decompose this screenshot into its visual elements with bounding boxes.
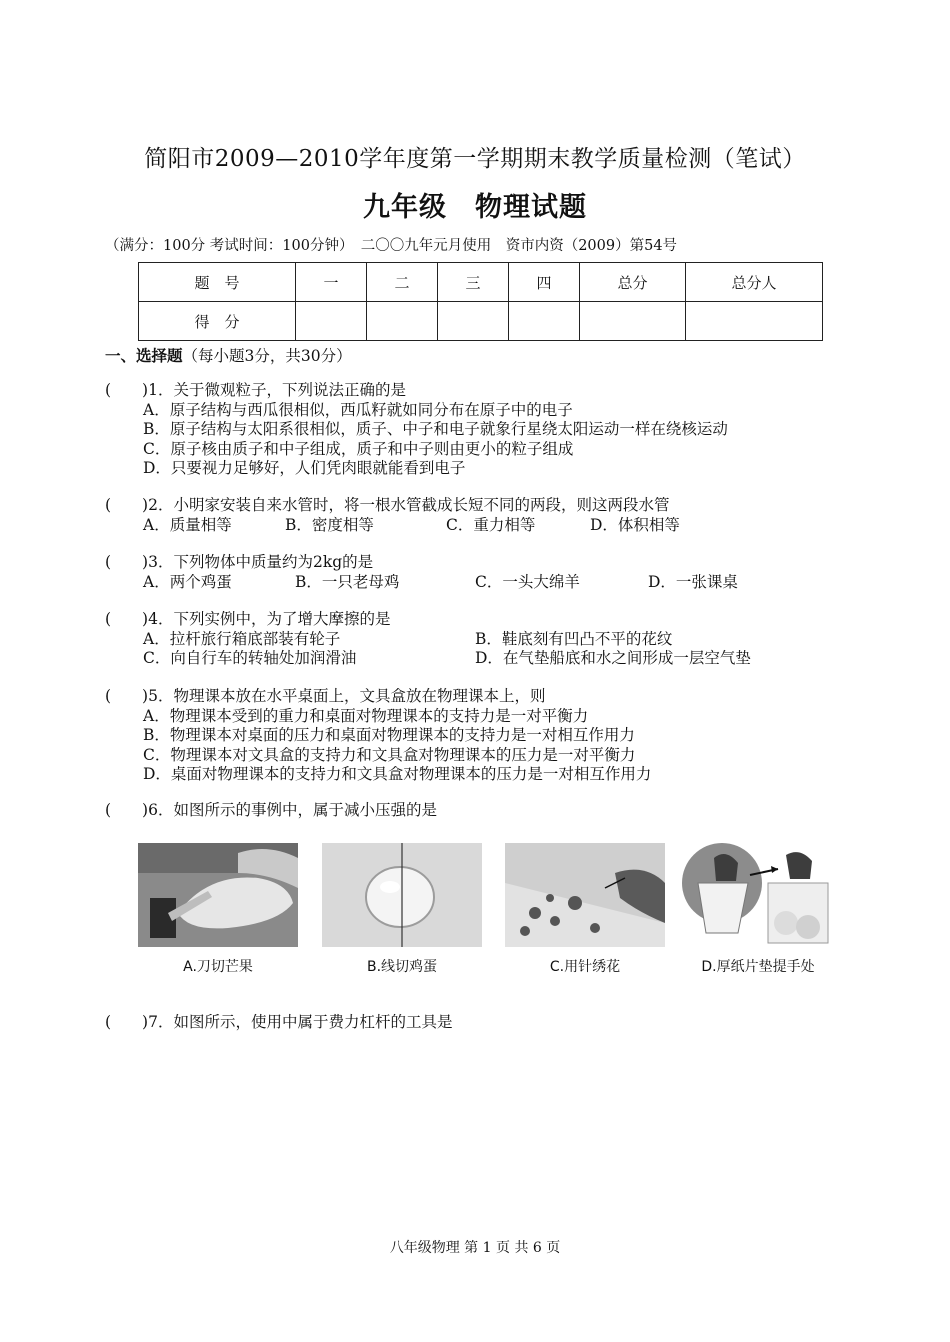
question-stem: ( )6．如图所示的事例中，属于减小压强的是 <box>105 801 437 819</box>
page-footer: 八年级物理 第 1 页 共 6 页 <box>389 1240 561 1256</box>
section-1-title: 一、选择题 <box>105 347 183 365</box>
photo-paper-pad-handle <box>678 843 838 947</box>
option-a: A．拉杆旅行箱底部装有轮子 <box>143 629 341 648</box>
caption-c: C.用针绣花 <box>549 959 621 975</box>
option-a: A．两个鸡蛋 <box>143 572 232 591</box>
caption-b: B.线切鸡蛋 <box>366 959 438 975</box>
option-b: B．一只老母鸡 <box>295 572 400 591</box>
question-6 <box>105 801 437 821</box>
question-4 <box>105 610 865 669</box>
score-input-4 <box>509 302 580 341</box>
score-cell-2: 二 <box>367 263 438 302</box>
option-c: C．一头大绵羊 <box>475 572 580 591</box>
question-7 <box>105 1013 452 1033</box>
question-stem: ( )7．如图所示，使用中属于费力杠杆的工具是 <box>105 1013 453 1031</box>
score-input-1 <box>296 302 367 341</box>
question-5 <box>105 687 651 785</box>
exam-title: 简阳市2009—2010学年度第一学期期末教学质量检测（笔试） <box>144 146 806 172</box>
option-a: A．质量相等 <box>143 515 232 534</box>
score-input-3 <box>438 302 509 341</box>
option-c: C．向自行车的转轴处加润滑油 <box>143 649 357 667</box>
option-b: B．原子结构与太阳系很相似，质子、中子和电子就象行星绕太阳运动一样在绕核运动 <box>143 420 728 438</box>
question-stem: ( )5．物理课本放在水平桌面上，文具盒放在物理课本上，则 <box>105 687 546 705</box>
question-stem: ( )3．下列物体中质量约为2kg的是 <box>105 553 374 571</box>
option-d: D．体积相等 <box>590 515 680 534</box>
score-input-2 <box>367 302 438 341</box>
photo-knife-mango <box>138 843 298 947</box>
score-cell-4: 四 <box>509 263 580 302</box>
option-d: D．在气垫船底和水之间形成一层空气垫 <box>475 649 751 667</box>
exam-info: （满分：100分 考试时间：100分钟） 二〇〇九年元月使用 资市内资（2009）第54号 <box>105 238 678 254</box>
score-cell-label: 题 号 <box>139 263 296 302</box>
score-cell-3: 三 <box>438 263 509 302</box>
option-b: B．物理课本对桌面的压力和桌面对物理课本的支持力是一对相互作用力 <box>143 726 635 744</box>
option-d: D．只要视力足够好，人们凭肉眼就能看到电子 <box>143 459 466 477</box>
option-c: C．原子核由质子和中子组成，质子和中子则由更小的粒子组成 <box>143 439 574 458</box>
photo-needle-embroidery <box>505 843 665 947</box>
option-c: C．重力相等 <box>446 515 536 534</box>
question-stem: ( )4．下列实例中，为了增大摩擦的是 <box>105 610 391 628</box>
score-input-grader <box>686 302 823 341</box>
score-row-label: 得 分 <box>139 302 296 341</box>
q6-figure <box>138 843 838 983</box>
score-cell-1: 一 <box>296 263 367 302</box>
caption-d: D.厚纸片垫提手处 <box>701 959 815 975</box>
score-table <box>138 262 823 341</box>
question-2 <box>105 496 865 535</box>
question-1 <box>105 381 728 479</box>
option-d: D．一张课桌 <box>648 572 738 591</box>
section-1-note: （每小题3分，共30分） <box>182 347 352 365</box>
option-b: B．鞋底刻有凹凸不平的花纹 <box>475 629 673 648</box>
question-3 <box>105 553 865 592</box>
section-1-heading <box>105 344 352 366</box>
option-a: A．物理课本受到的重力和桌面对物理课本的支持力是一对平衡力 <box>143 706 589 725</box>
score-cell-grader: 总分人 <box>686 263 823 302</box>
score-input-total <box>580 302 686 341</box>
score-table-header-row <box>139 263 823 302</box>
option-c: C．物理课本对文具盒的支持力和文具盒对物理课本的压力是一对平衡力 <box>143 745 636 764</box>
caption-a: A.刀切芒果 <box>183 959 253 975</box>
option-b: B．密度相等 <box>285 515 374 534</box>
score-cell-total: 总分 <box>580 263 686 302</box>
question-stem: ( )2．小明家安装自来水管时，将一根水管截成长短不同的两段，则这两段水管 <box>105 496 670 514</box>
option-a: A．原子结构与西瓜很相似，西瓜籽就如同分布在原子中的电子 <box>143 400 573 419</box>
photo-thread-egg <box>322 843 482 947</box>
question-stem: ( )1．关于微观粒子，下列说法正确的是 <box>105 381 406 399</box>
score-table-score-row <box>139 302 823 341</box>
exam-subject: 九年级 物理试题 <box>363 192 587 223</box>
option-d: D．桌面对物理课本的支持力和文具盒对物理课本的压力是一对相互作用力 <box>143 765 652 783</box>
